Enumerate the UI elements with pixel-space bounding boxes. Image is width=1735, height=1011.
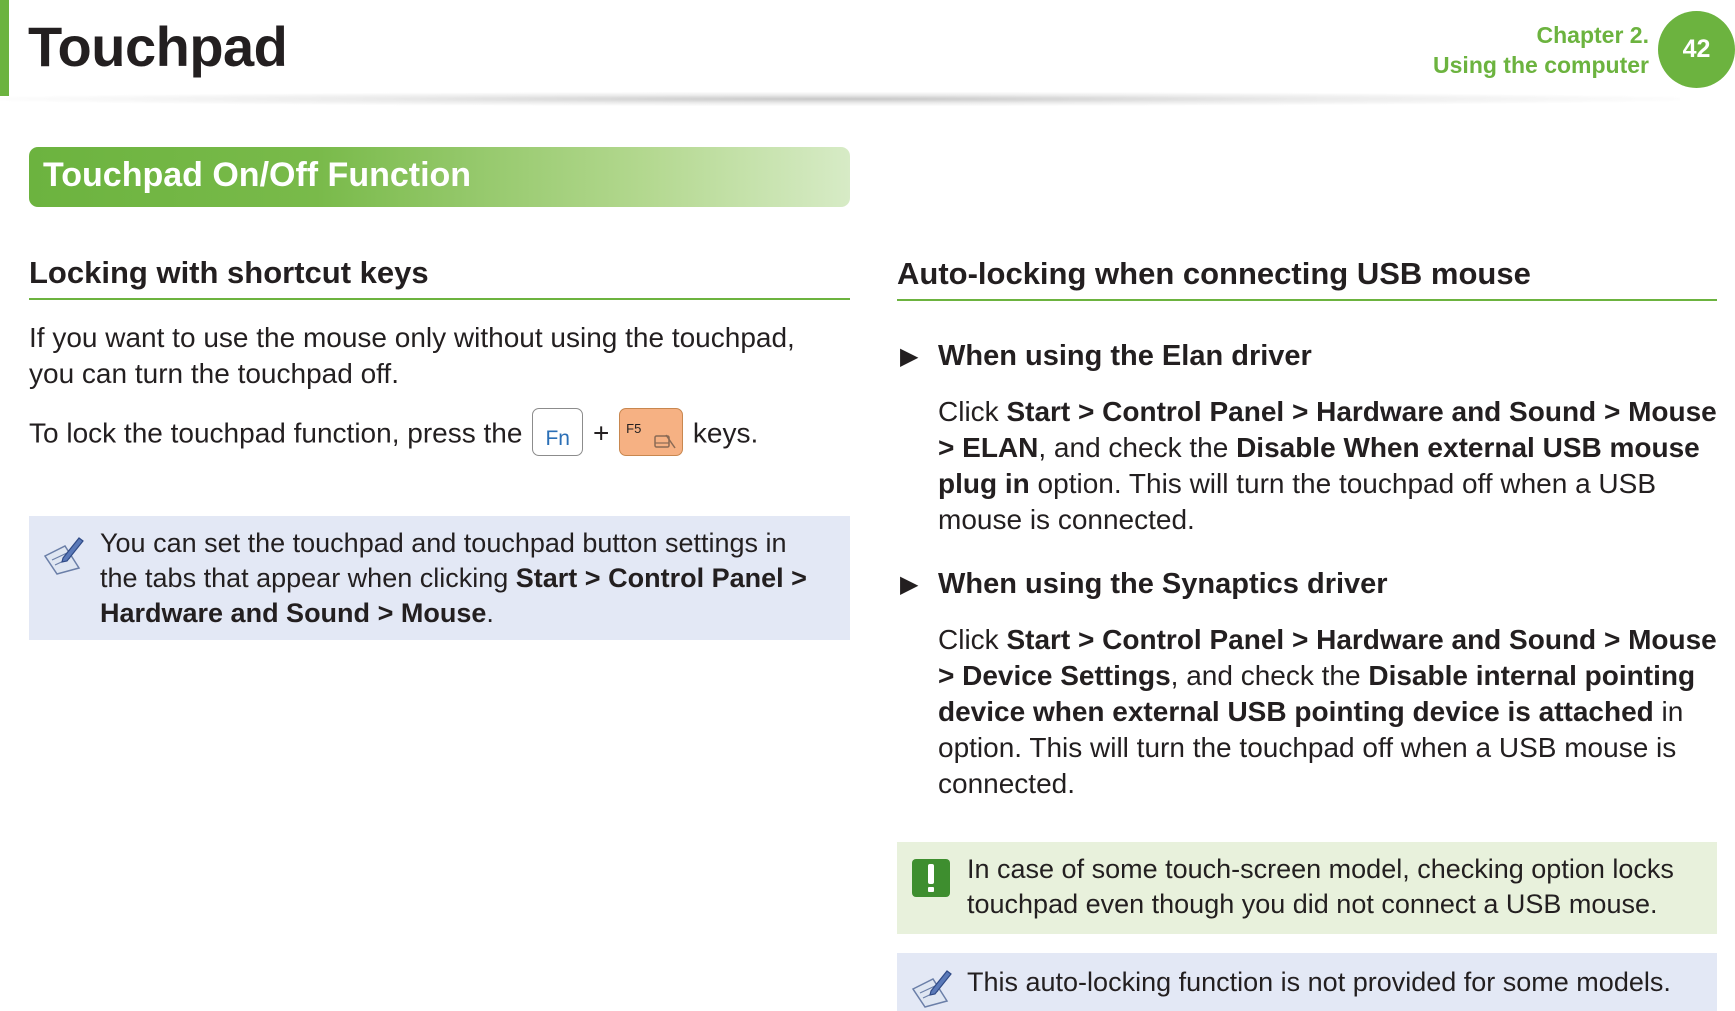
- lock-instruction: [29, 414, 859, 456]
- settings-note-text: [100, 526, 840, 631]
- lock-instruction-text: To lock the touchpad function, press the: [29, 417, 523, 449]
- f5-key-label: F5: [626, 421, 642, 436]
- caution-note: [897, 842, 1717, 934]
- pencil-memo-icon: [41, 534, 85, 576]
- models-note: [897, 953, 1717, 1011]
- triangle-right-icon: ▶: [900, 343, 919, 370]
- fn-key-icon: [532, 408, 583, 456]
- exclamation-icon: [912, 859, 950, 897]
- elan-instructions: Click Start > Control Panel > Hardware and Sound > Mouse > ELAN, and check the Disable When external USB mouse plug in option. This will turn the touchpad off when a USB mouse is connected.: [938, 396, 1717, 535]
- header-divider-shadow: [0, 92, 1680, 106]
- keys-suffix: keys.: [692, 417, 759, 449]
- synaptics-driver-title: When using the Synaptics driver: [938, 568, 1388, 600]
- note-line-2: the tabs that appear when clicking Start > Control Panel >: [100, 563, 807, 593]
- title-accent-bar: [0, 0, 9, 96]
- elan-driver-title: When using the Elan driver: [938, 340, 1312, 372]
- left-heading-rule: [29, 298, 850, 300]
- right-heading: Auto-locking when connecting USB mouse: [897, 256, 1531, 291]
- caution-note-text: In case of some touch-screen model, checking option locks touchpad even though you did not connect a USB mouse.: [967, 854, 1674, 919]
- intro-line-1: If you want to use the mouse only without using the touchpad,: [29, 322, 795, 353]
- settings-note: [29, 516, 850, 640]
- models-note-text: This auto-locking function is not provided for some models.: [967, 967, 1671, 997]
- plus-sign: +: [592, 417, 610, 449]
- chapter-label: [1433, 20, 1649, 80]
- chapter-number: Chapter 2.: [1536, 22, 1649, 48]
- page-number-badge: 42: [1658, 11, 1735, 88]
- intro-line-2: you can turn the touchpad off.: [29, 358, 399, 389]
- note-line-3: Hardware and Sound > Mouse.: [100, 598, 494, 628]
- synaptics-instructions: Click Start > Control Panel > Hardware and Sound > Mouse > Device Settings, and check the Disable internal pointing device when external USB pointing device is attached in option. This will turn the touchpad off when a USB mouse is connected.: [938, 624, 1717, 799]
- right-heading-rule: [897, 299, 1717, 301]
- left-heading: Locking with shortcut keys: [29, 255, 429, 290]
- chapter-subtitle: Using the computer: [1433, 52, 1649, 78]
- touchpad-glyph-icon: [654, 433, 676, 449]
- intro-paragraph: [29, 320, 859, 392]
- section-banner: [29, 147, 850, 207]
- triangle-right-icon: ▶: [900, 571, 919, 598]
- f5-touchpad-key-icon: [619, 408, 683, 456]
- section-title: Touchpad On/Off Function: [43, 156, 472, 194]
- note-line-1: You can set the touchpad and touchpad button settings in: [100, 528, 787, 558]
- page-title: Touchpad: [28, 15, 288, 78]
- pencil-memo-icon: [909, 967, 953, 1009]
- fn-key-label: Fn: [545, 427, 570, 450]
